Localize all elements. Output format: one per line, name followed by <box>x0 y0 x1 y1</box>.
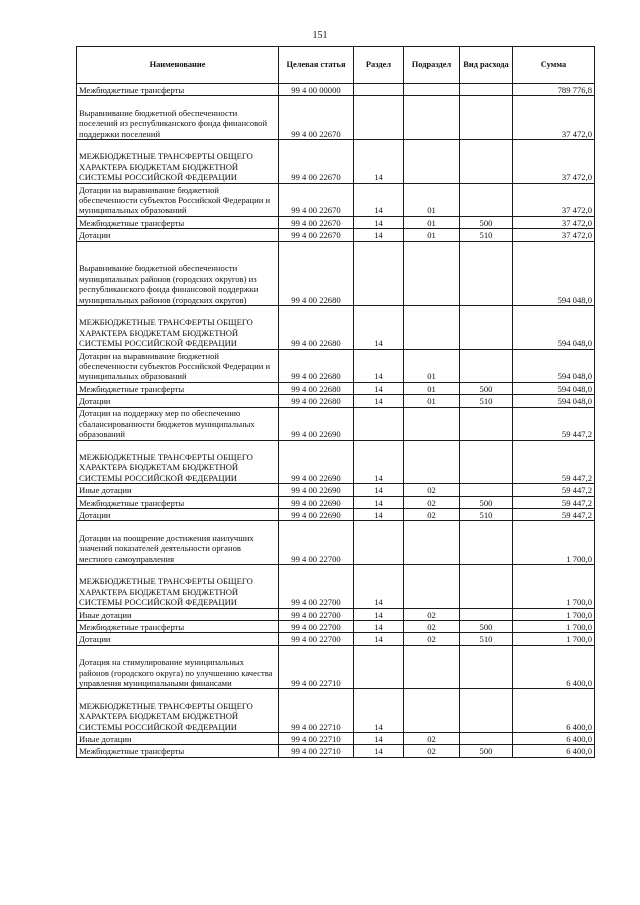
table-row <box>77 509 595 521</box>
cell-sum: 6 400,0 <box>513 745 595 757</box>
cell-sum: 594 048,0 <box>513 382 595 394</box>
cell-sum: 6 400,0 <box>513 689 595 733</box>
cell-name: Дотации <box>77 229 279 241</box>
cell-section: 14 <box>354 633 404 645</box>
cell-subsection <box>404 305 460 349</box>
table-row <box>77 608 595 620</box>
cell-expense-type <box>460 565 513 609</box>
cell-section: 14 <box>354 608 404 620</box>
cell-subsection: 02 <box>404 745 460 757</box>
table-row <box>77 241 595 305</box>
cell-section <box>354 84 404 96</box>
cell-sum: 59 447,2 <box>513 407 595 440</box>
cell-name: Выравнивание бюджетной обеспеченности поселений из республиканского фонда финансовой поддержки поселений <box>77 96 279 140</box>
table-row <box>77 229 595 241</box>
cell-target-article: 99 4 00 22670 <box>279 216 354 228</box>
cell-expense-type <box>460 96 513 140</box>
table-row <box>77 689 595 733</box>
cell-section: 14 <box>354 440 404 484</box>
cell-expense-type <box>460 440 513 484</box>
cell-expense-type: 510 <box>460 229 513 241</box>
table-row <box>77 745 595 757</box>
cell-expense-type <box>460 407 513 440</box>
cell-subsection: 02 <box>404 509 460 521</box>
cell-section: 14 <box>354 745 404 757</box>
cell-section: 14 <box>354 382 404 394</box>
cell-target-article: 99 4 00 22700 <box>279 521 354 565</box>
cell-expense-type: 500 <box>460 216 513 228</box>
cell-target-article: 99 4 00 22680 <box>279 395 354 407</box>
cell-sum: 594 048,0 <box>513 349 595 382</box>
cell-section: 14 <box>354 484 404 496</box>
cell-sum: 37 472,0 <box>513 216 595 228</box>
cell-sum: 1 700,0 <box>513 565 595 609</box>
cell-subsection <box>404 440 460 484</box>
cell-name: МЕЖБЮДЖЕТНЫЕ ТРАНСФЕРТЫ ОБЩЕГО ХАРАКТЕРА БЮДЖЕТАМ БЮДЖЕТНОЙ СИСТЕМЫ РОССИЙСКОЙ ФЕДЕРАЦИИ <box>77 440 279 484</box>
cell-subsection: 02 <box>404 484 460 496</box>
table-row <box>77 733 595 745</box>
table-header <box>77 47 595 84</box>
table-row <box>77 382 595 394</box>
table-row <box>77 139 595 183</box>
cell-expense-type: 500 <box>460 496 513 508</box>
cell-subsection: 02 <box>404 633 460 645</box>
table-row <box>77 440 595 484</box>
cell-section: 14 <box>354 349 404 382</box>
cell-section <box>354 645 404 689</box>
table-row <box>77 645 595 689</box>
header-row <box>77 47 595 84</box>
table-body <box>77 84 595 758</box>
cell-name: Дотации на выравнивание бюджетной обеспеченности субъектов Российской Федерации и муниципальных образований <box>77 183 279 216</box>
cell-expense-type <box>460 733 513 745</box>
cell-section: 14 <box>354 395 404 407</box>
cell-subsection <box>404 521 460 565</box>
cell-name: Дотации на поддержку мер по обеспечению сбалансированности бюджетов муниципальных образований <box>77 407 279 440</box>
cell-section: 14 <box>354 509 404 521</box>
table-row <box>77 565 595 609</box>
cell-name: Межбюджетные трансферты <box>77 382 279 394</box>
cell-name: Дотация на стимулирование муниципальных районов (городского округа) по улучшению качества управления муниципальными финансами <box>77 645 279 689</box>
cell-name: МЕЖБЮДЖЕТНЫЕ ТРАНСФЕРТЫ ОБЩЕГО ХАРАКТЕРА БЮДЖЕТАМ БЮДЖЕТНОЙ СИСТЕМЫ РОССИЙСКОЙ ФЕДЕРАЦИИ <box>77 689 279 733</box>
cell-section: 14 <box>354 183 404 216</box>
cell-name: Межбюджетные трансферты <box>77 216 279 228</box>
cell-section: 14 <box>354 496 404 508</box>
cell-expense-type <box>460 349 513 382</box>
header-subsection: Подраздел <box>404 47 460 84</box>
cell-subsection: 01 <box>404 382 460 394</box>
cell-target-article: 99 4 00 22670 <box>279 183 354 216</box>
cell-target-article: 99 4 00 22700 <box>279 633 354 645</box>
table-row <box>77 216 595 228</box>
table-row <box>77 621 595 633</box>
cell-target-article: 99 4 00 22670 <box>279 139 354 183</box>
cell-section: 14 <box>354 216 404 228</box>
cell-sum: 37 472,0 <box>513 139 595 183</box>
cell-expense-type <box>460 608 513 620</box>
cell-name: Дотации на выравнивание бюджетной обеспеченности субъектов Российской Федерации и муниципальных образований <box>77 349 279 382</box>
cell-sum: 6 400,0 <box>513 733 595 745</box>
cell-target-article: 99 4 00 22670 <box>279 96 354 140</box>
cell-subsection: 02 <box>404 496 460 508</box>
cell-expense-type <box>460 689 513 733</box>
cell-subsection: 02 <box>404 733 460 745</box>
table-row <box>77 305 595 349</box>
cell-target-article: 99 4 00 22680 <box>279 241 354 305</box>
cell-subsection <box>404 241 460 305</box>
cell-target-article: 99 4 00 22680 <box>279 382 354 394</box>
table-row <box>77 349 595 382</box>
header-section: Раздел <box>354 47 404 84</box>
cell-name: МЕЖБЮДЖЕТНЫЕ ТРАНСФЕРТЫ ОБЩЕГО ХАРАКТЕРА БЮДЖЕТАМ БЮДЖЕТНОЙ СИСТЕМЫ РОССИЙСКОЙ ФЕДЕРАЦИИ <box>77 305 279 349</box>
cell-subsection: 01 <box>404 395 460 407</box>
cell-sum: 594 048,0 <box>513 305 595 349</box>
cell-sum: 1 700,0 <box>513 608 595 620</box>
cell-name: МЕЖБЮДЖЕТНЫЕ ТРАНСФЕРТЫ ОБЩЕГО ХАРАКТЕРА БЮДЖЕТАМ БЮДЖЕТНОЙ СИСТЕМЫ РОССИЙСКОЙ ФЕДЕРАЦИИ <box>77 565 279 609</box>
cell-name: Иные дотации <box>77 608 279 620</box>
cell-target-article: 99 4 00 22670 <box>279 229 354 241</box>
table-row <box>77 521 595 565</box>
cell-target-article: 99 4 00 22710 <box>279 745 354 757</box>
cell-target-article: 99 4 00 00000 <box>279 84 354 96</box>
cell-subsection <box>404 139 460 183</box>
cell-sum: 59 447,2 <box>513 496 595 508</box>
cell-subsection: 01 <box>404 229 460 241</box>
cell-name: Дотации <box>77 633 279 645</box>
cell-expense-type <box>460 521 513 565</box>
cell-sum: 1 700,0 <box>513 521 595 565</box>
table-row <box>77 496 595 508</box>
cell-target-article: 99 4 00 22680 <box>279 349 354 382</box>
cell-subsection: 02 <box>404 608 460 620</box>
cell-sum: 59 447,2 <box>513 440 595 484</box>
table-row <box>77 633 595 645</box>
cell-sum: 594 048,0 <box>513 241 595 305</box>
cell-target-article: 99 4 00 22690 <box>279 496 354 508</box>
cell-sum: 1 700,0 <box>513 633 595 645</box>
table-row <box>77 84 595 96</box>
cell-expense-type: 510 <box>460 633 513 645</box>
table-row <box>77 407 595 440</box>
cell-expense-type: 510 <box>460 395 513 407</box>
cell-sum: 59 447,2 <box>513 484 595 496</box>
header-expense-type: Вид расхода <box>460 47 513 84</box>
table-row <box>77 395 595 407</box>
cell-name: Иные дотации <box>77 484 279 496</box>
cell-section <box>354 521 404 565</box>
cell-expense-type <box>460 645 513 689</box>
cell-section: 14 <box>354 139 404 183</box>
cell-sum: 6 400,0 <box>513 645 595 689</box>
cell-subsection: 01 <box>404 349 460 382</box>
cell-sum: 594 048,0 <box>513 395 595 407</box>
cell-expense-type <box>460 484 513 496</box>
budget-table <box>76 46 595 758</box>
cell-section: 14 <box>354 565 404 609</box>
cell-target-article: 99 4 00 22700 <box>279 565 354 609</box>
cell-sum: 37 472,0 <box>513 229 595 241</box>
cell-subsection <box>404 645 460 689</box>
cell-section: 14 <box>354 621 404 633</box>
cell-sum: 59 447,2 <box>513 509 595 521</box>
cell-name: Межбюджетные трансферты <box>77 621 279 633</box>
cell-target-article: 99 4 00 22710 <box>279 733 354 745</box>
cell-name: Дотации <box>77 509 279 521</box>
cell-section: 14 <box>354 733 404 745</box>
cell-expense-type <box>460 139 513 183</box>
cell-expense-type: 510 <box>460 509 513 521</box>
cell-expense-type: 500 <box>460 621 513 633</box>
cell-target-article: 99 4 00 22710 <box>279 689 354 733</box>
cell-subsection <box>404 689 460 733</box>
cell-sum: 789 776,8 <box>513 84 595 96</box>
cell-subsection <box>404 407 460 440</box>
header-target-article: Целевая статья <box>279 47 354 84</box>
table-row <box>77 96 595 140</box>
header-sum: Сумма <box>513 47 595 84</box>
cell-section: 14 <box>354 689 404 733</box>
cell-name: Иные дотации <box>77 733 279 745</box>
cell-name: Выравнивание бюджетной обеспеченности муниципальных районов (городских округов) из республиканского фонда финансовой поддержки муниципальных районов (городских округов) <box>77 241 279 305</box>
header-name: Наименование <box>77 47 279 84</box>
cell-target-article: 99 4 00 22690 <box>279 509 354 521</box>
cell-target-article: 99 4 00 22700 <box>279 608 354 620</box>
cell-section <box>354 96 404 140</box>
cell-target-article: 99 4 00 22710 <box>279 645 354 689</box>
cell-subsection: 01 <box>404 216 460 228</box>
cell-name: Межбюджетные трансферты <box>77 745 279 757</box>
cell-name: Дотации на поощрение достижения наилучших значений показателей деятельности органов местного самоуправления <box>77 521 279 565</box>
cell-section: 14 <box>354 229 404 241</box>
cell-sum: 37 472,0 <box>513 183 595 216</box>
cell-target-article: 99 4 00 22690 <box>279 407 354 440</box>
cell-name: Межбюджетные трансферты <box>77 84 279 96</box>
cell-target-article: 99 4 00 22690 <box>279 440 354 484</box>
table-row <box>77 183 595 216</box>
cell-sum: 1 700,0 <box>513 621 595 633</box>
cell-expense-type <box>460 183 513 216</box>
cell-expense-type <box>460 305 513 349</box>
cell-expense-type: 500 <box>460 382 513 394</box>
page-number: 151 <box>312 30 328 41</box>
cell-name: МЕЖБЮДЖЕТНЫЕ ТРАНСФЕРТЫ ОБЩЕГО ХАРАКТЕРА БЮДЖЕТАМ БЮДЖЕТНОЙ СИСТЕМЫ РОССИЙСКОЙ ФЕДЕРАЦИИ <box>77 139 279 183</box>
cell-target-article: 99 4 00 22690 <box>279 484 354 496</box>
cell-expense-type <box>460 241 513 305</box>
table-row <box>77 484 595 496</box>
cell-name: Межбюджетные трансферты <box>77 496 279 508</box>
cell-subsection: 01 <box>404 183 460 216</box>
cell-section <box>354 407 404 440</box>
cell-subsection <box>404 84 460 96</box>
cell-section: 14 <box>354 305 404 349</box>
cell-name: Дотации <box>77 395 279 407</box>
cell-subsection: 02 <box>404 621 460 633</box>
cell-subsection <box>404 96 460 140</box>
cell-expense-type: 500 <box>460 745 513 757</box>
cell-sum: 37 472,0 <box>513 96 595 140</box>
cell-subsection <box>404 565 460 609</box>
cell-target-article: 99 4 00 22700 <box>279 621 354 633</box>
cell-expense-type <box>460 84 513 96</box>
cell-section <box>354 241 404 305</box>
cell-target-article: 99 4 00 22680 <box>279 305 354 349</box>
